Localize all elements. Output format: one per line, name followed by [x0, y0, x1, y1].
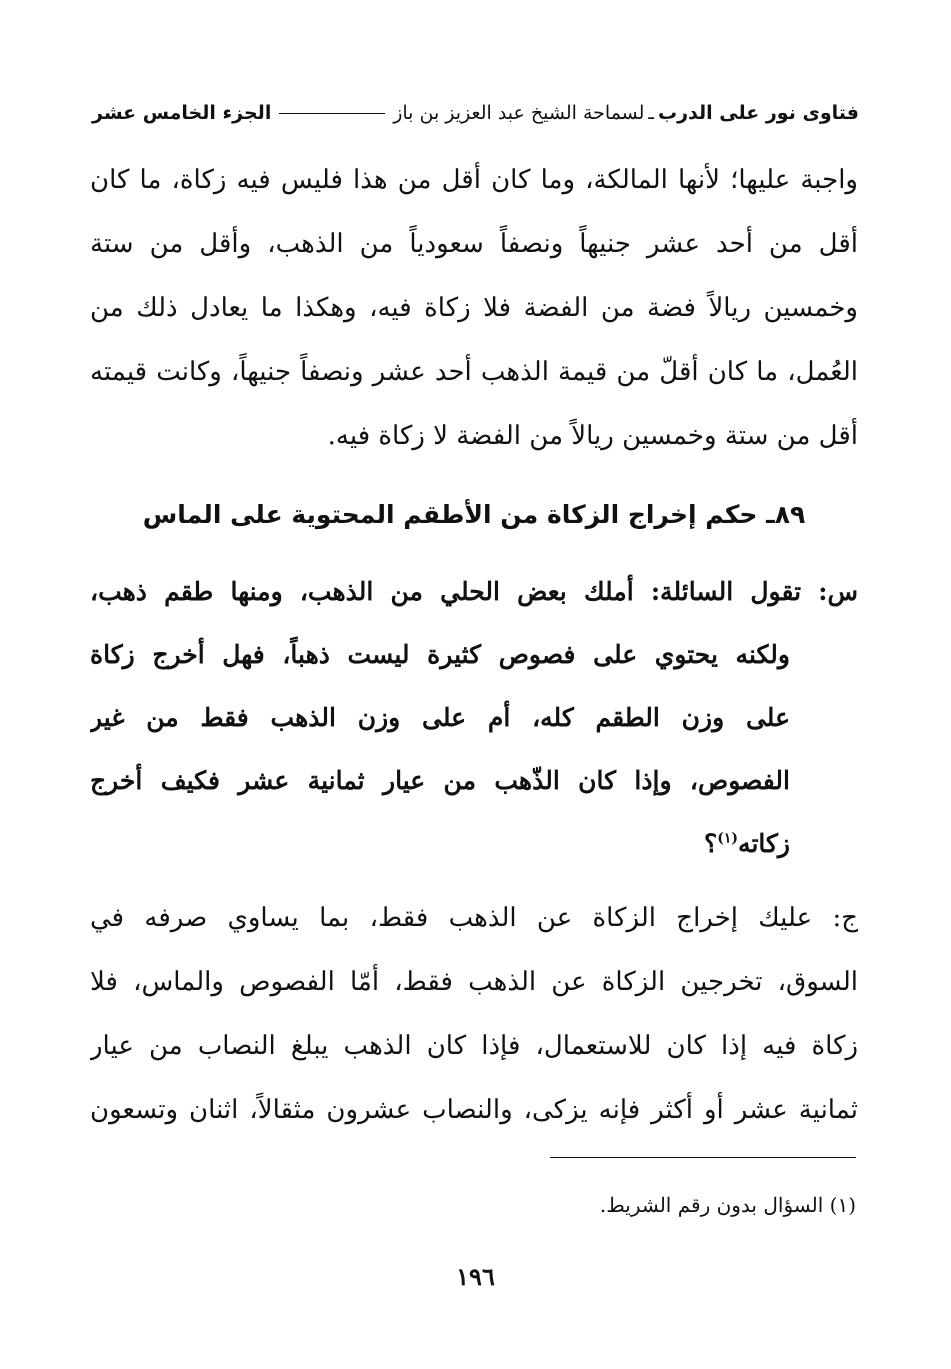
paragraph-line: وخمسين ريالاً فضة من الفضة فلا زكاة فيه، وهكذا ما يعادل ذلك من [90, 293, 858, 323]
answer-line: ثمانية عشر أو أكثر فإنه يزكى، والنصاب عشرون مثقالاً، اثنان وتسعون [90, 1095, 858, 1125]
header-rule [279, 113, 385, 114]
paragraph-continuation [90, 148, 858, 468]
question-block [90, 560, 858, 875]
paragraph-line: أقل من أحد عشر جنيهاً ونصفاً سعودياً من الذهب، وأقل من ستة [90, 229, 858, 259]
question-last-word: زكاته [738, 829, 790, 858]
book-title: فتاوى نور على الدرب [658, 102, 859, 124]
page-number: ١٩٦ [456, 1262, 495, 1291]
answer-line: السوق، تخرجين الزكاة عن الذهب فقط، أمّا الفصوص والماس، فلا [90, 967, 858, 997]
footnote-rule [550, 1157, 856, 1158]
paragraph-line: العُمل، ما كان أقلّ من قيمة الذهب أحد عشر ونصفاً جنيهاً، وكانت قيمته [90, 357, 858, 387]
author-name: لسماحة الشيخ عبد العزيز بن باز [393, 102, 645, 124]
answer-block [90, 886, 858, 1142]
answer-line: ج: عليك إخراج الزكاة عن الذهب فقط، بما يساوي صرفه في [90, 903, 858, 933]
footnote-marker: (١) [717, 830, 739, 847]
running-header [92, 96, 859, 130]
question-last-line [90, 812, 858, 875]
answer-line: زكاة فيه إذا كان للاستعمال، فإذا كان الذهب يبلغ النصاب من عيار [90, 1031, 858, 1061]
part-label: الجزء الخامس عشر [92, 102, 272, 124]
header-separator: ـ [648, 102, 654, 124]
question-line: س: تقول السائلة: أملك بعض الحلي من الذهب، ومنها طقم ذهب، [90, 577, 858, 606]
question-mark: ؟ [703, 829, 718, 858]
footnote: (١) السؤال بدون رقم الشريط. [599, 1193, 856, 1217]
paragraph-line: واجبة عليها؛ لأنها المالكة، وما كان أقل من هذا فليس فيه زكاة، ما كان [90, 165, 858, 195]
question-line: الفصوص، وإذا كان الذّهب من عيار ثمانية عشر فكيف أخرج [90, 766, 790, 795]
question-line: ولكنه يحتوي على فصوص كثيرة ليست ذهباً، فهل أخرج زكاة [90, 640, 790, 669]
question-line: على وزن الطقم كله، أم على وزن الذهب فقط من غير [90, 703, 790, 732]
paragraph-line: أقل من ستة وخمسين ريالاً من الفضة لا زكاة فيه. [327, 421, 858, 451]
section-heading: ٨٩ـ حكم إخراج الزكاة من الأطقم المحتوية على الماس [142, 500, 806, 529]
